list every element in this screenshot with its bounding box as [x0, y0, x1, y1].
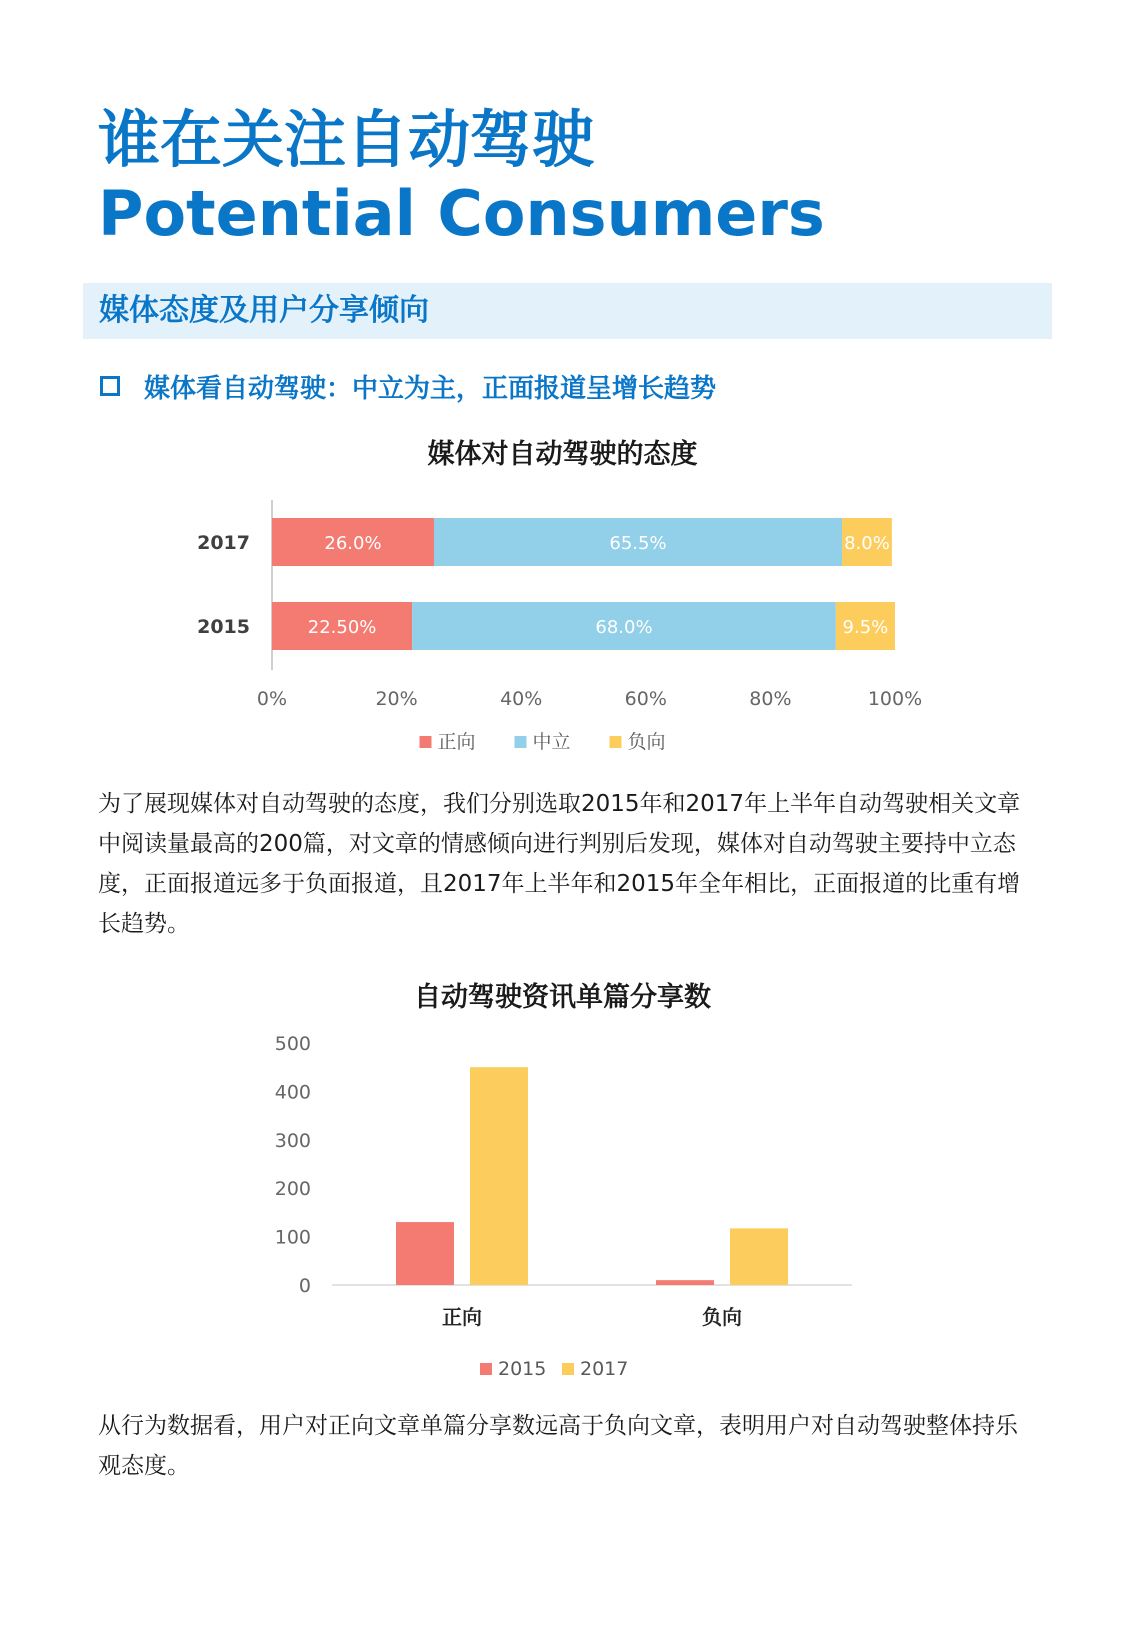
- chart1-tick-label: 100%: [867, 688, 923, 710]
- chart1-legend-label: 负向: [627, 731, 666, 753]
- paragraph-1: 为了展现媒体对自动驾驶的态度，我们分别选取2015年和2017年上半年自动驾驶相关文章中阅读量最高的200篇，对文章的情感倾向进行判别后发现，媒体对自动驾驶主要持中立态度，正面报道远多于负面报道，且2017年上半年和2015年全年相比，正面报道的比重有增长趋势。: [98, 791, 1021, 937]
- chart1-tick-label: 60%: [624, 688, 667, 710]
- chart1-category-label: 2017: [197, 532, 250, 554]
- chart1-title: 媒体对自动驾驶的态度: [427, 439, 698, 470]
- chart2-tick-label: 500: [274, 1033, 311, 1055]
- section-band: [83, 283, 1052, 339]
- chart1-data-label: 68.0%: [595, 617, 653, 638]
- chart2-bar: [656, 1280, 714, 1285]
- chart1-category-label: 2015: [197, 616, 250, 638]
- chart2-legend-swatch: [562, 1363, 574, 1375]
- chart1-legend-swatch: [610, 736, 622, 748]
- chart2-bar: [396, 1222, 454, 1285]
- chart2-tick-label: 300: [274, 1129, 311, 1152]
- chart2-tick-label: 0: [298, 1275, 311, 1297]
- chart2-tick-label: 400: [274, 1081, 311, 1104]
- sub-heading-text: 媒体看自动驾驶：中立为主，正面报道呈增长趋势: [144, 373, 717, 404]
- chart1-tick-label: 80%: [749, 688, 792, 710]
- chart1-tick-label: 20%: [375, 688, 418, 710]
- chart1-data-label: 9.5%: [842, 617, 889, 638]
- chart2-tick-label: 200: [274, 1178, 311, 1201]
- square-bullet-icon: [100, 376, 120, 396]
- paragraph-2: 从行为数据看，用户对正向文章单篇分享数远高于负向文章，表明用户对自动驾驶整体持乐观态度。: [98, 1413, 1018, 1479]
- chart2-category-label: 正向: [442, 1305, 482, 1329]
- chart1-tick-label: 40%: [500, 688, 543, 710]
- chart2-tick-label: 100: [274, 1226, 311, 1249]
- chart1-legend-label: 正向: [437, 731, 476, 753]
- section-title: 媒体态度及用户分享倾向: [99, 293, 429, 328]
- chart2-bar: [0, 1020, 1125, 1390]
- chart1-data-label: 65.5%: [609, 533, 667, 554]
- chart2-title: 自动驾驶资讯单篇分享数: [414, 982, 711, 1013]
- chart1-stacked-bar: [0, 480, 1125, 760]
- chart2-legend-swatch: [480, 1363, 492, 1375]
- chart2-category-label: 负向: [702, 1305, 742, 1329]
- chart2-bar: [470, 1067, 528, 1285]
- chart2-bar: [730, 1228, 788, 1285]
- chart2-legend-label: 2017: [580, 1358, 629, 1380]
- chart1-data-label: 26.0%: [324, 533, 382, 554]
- sub-heading: [100, 366, 716, 406]
- page-title-cn: 谁在关注自动驾驶: [98, 103, 595, 176]
- chart1-data-label: 22.50%: [307, 617, 377, 638]
- chart1-legend-label: 中立: [532, 731, 571, 753]
- chart1-legend-swatch: [515, 736, 527, 748]
- page-title-en: Potential Consumers: [98, 177, 825, 250]
- chart1-data-label: 8.0%: [844, 533, 890, 554]
- chart1-tick-label: 0%: [256, 688, 288, 710]
- chart2-legend-label: 2015: [498, 1358, 547, 1380]
- chart1-legend-swatch: [420, 736, 432, 748]
